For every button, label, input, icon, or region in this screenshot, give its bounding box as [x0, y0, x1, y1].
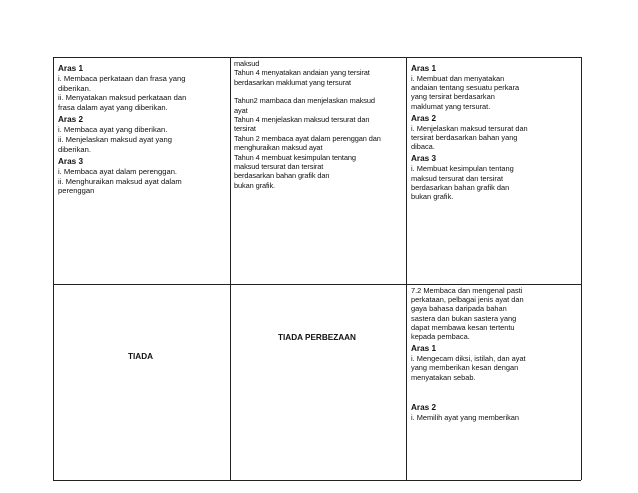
text-line: andaian tentang sesuatu perkara [411, 83, 520, 93]
text-line: Tahun 4 menyatakan andaian yang tersirat [234, 68, 370, 78]
text-line: perkataan, pelbagai jenis ayat dan [411, 295, 524, 305]
text-line: yang tersirat berdasarkan [411, 92, 495, 102]
intro-block [411, 286, 577, 341]
text-line: i. Membaca ayat dalam perenggan. [58, 167, 178, 177]
text-line: berdasarkan bahan grafik dan [234, 171, 330, 181]
text-line: menghuraikan maksud ayat [234, 143, 323, 153]
table-border-left [53, 57, 54, 480]
table-border-bottom [53, 480, 581, 481]
row2-col3-cell [411, 286, 577, 422]
heading-aras-3: Aras 3 [58, 157, 84, 167]
text-line: i. Memilih ayat yang memberikan [411, 412, 520, 422]
section-aras-2 [58, 114, 226, 154]
table-row-divider [53, 284, 581, 285]
text-line: gaya bahasa daripada bahan [411, 304, 507, 314]
text-line: berdasarkan bahan grafik dan [411, 182, 510, 192]
text-line: diberikan. [58, 83, 91, 93]
text-line: bukan grafik. [234, 180, 276, 190]
text-line: berdasarkan maklumat yang tersurat [234, 77, 351, 87]
row1-col2-cell [234, 59, 402, 190]
text-line: i. Membuat dan menyatakan [411, 74, 505, 83]
text-line: menyatakan sebab. [411, 372, 476, 382]
text-line: dapat membawa kesan tertentu [411, 322, 515, 332]
row2-col1-label: TIADA [128, 352, 154, 361]
heading-aras-1: Aras 1 [411, 344, 437, 354]
text-line: ii. Menghuraikan maksud ayat dalam [58, 176, 182, 186]
text-line: maksud tersurat dan tersirat [234, 162, 324, 172]
text-line: ayat [234, 105, 248, 115]
text-line: Tahun 2 membaca ayat dalam perenggan dan [234, 133, 381, 143]
heading-aras-3: Aras 3 [411, 154, 437, 164]
table-border-right [581, 57, 582, 480]
section-aras-1 [411, 343, 577, 382]
text-line: 7.2 Membaca dan mengenal pasti [411, 286, 523, 295]
heading-aras-1: Aras 1 [411, 64, 437, 73]
section-aras-1 [411, 63, 577, 111]
text-line: maklumat yang tersurat. [411, 101, 491, 111]
text-line: maksud [234, 59, 260, 68]
section-aras-3 [411, 153, 577, 201]
text-line: bukan grafik. [411, 192, 454, 202]
text-line: ii. Menjelaskan maksud ayat yang [58, 134, 172, 144]
text-line: Tahun 4 membuat kesimpulan tentang [234, 152, 356, 162]
row1-col3-cell [411, 61, 577, 201]
heading-aras-2: Aras 2 [411, 113, 437, 123]
text-line: i. Membuat kesimpulan tentang [411, 164, 514, 174]
row1-col1-cell [58, 61, 226, 196]
text-line: perenggan [58, 186, 95, 196]
section-aras-2 [411, 113, 577, 152]
section-aras-2 [411, 402, 577, 422]
text-line: dibaca. [411, 142, 435, 152]
heading-aras-1: Aras 1 [58, 64, 84, 73]
text-line: Tahun 4 menjelaskan maksud tersurat dan [234, 115, 370, 125]
section-aras-1 [58, 63, 226, 112]
text-line: i. Membaca perkataan dan frasa yang [58, 74, 186, 83]
heading-aras-2: Aras 2 [58, 115, 84, 125]
text-line: tersirat berdasarkan bahan yang [411, 133, 518, 143]
text-line: sastera dan bukan sastera yang [411, 313, 517, 323]
text-line: ii. Menyatakan maksud perkataan dan [58, 93, 187, 103]
row2-col2-label: TIADA PERBEZAAN [278, 333, 356, 342]
text-line: yang memberikan kesan dengan [411, 363, 519, 373]
text-line: i. Menjelaskan maksud tersurat dan [411, 123, 528, 133]
text-line: diberikan. [58, 144, 91, 154]
section-aras-3 [58, 156, 226, 196]
text-line: kepada pembaca. [411, 332, 470, 342]
text-line: Tahun2 mambaca dan menjelaskan maksud [234, 96, 375, 106]
text-line: maksud tersurat dan tersirat [411, 173, 504, 183]
text-line: tersirat [234, 124, 256, 134]
table-col-divider-1 [230, 57, 231, 480]
table-col-divider-2 [406, 57, 407, 480]
text-line: i. Mengecam diksi, istilah, dan ayat [411, 354, 526, 364]
text-line: frasa dalam ayat yang diberikan. [58, 102, 168, 112]
table-border-top [53, 57, 581, 58]
text-line: i. Membaca ayat yang diberikan. [58, 125, 168, 135]
heading-aras-2: Aras 2 [411, 402, 437, 412]
